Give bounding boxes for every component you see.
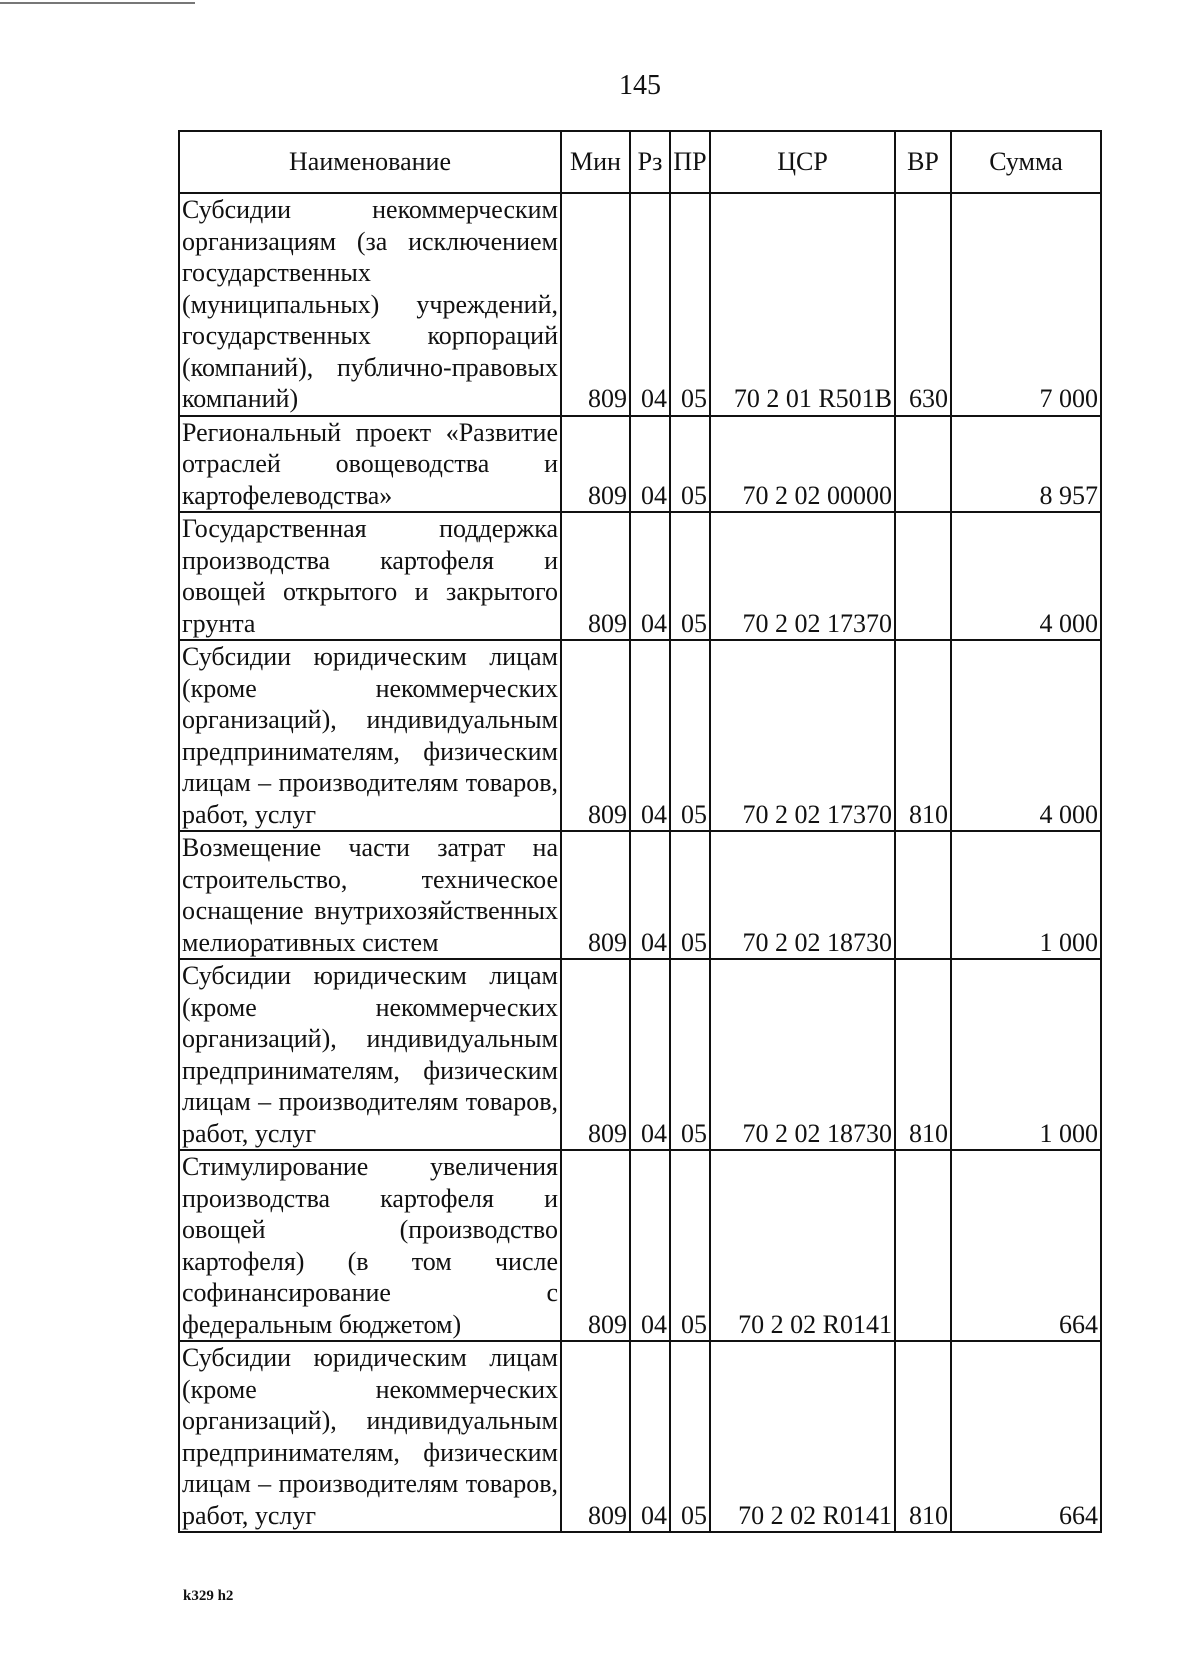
row-csr: 70 2 02 R0141 [710,1341,895,1532]
row-name: Региональный проект «Развитие отраслей овощеводства и картофелеводства» [179,416,561,513]
row-name: Государственная поддержка производства картофеля и овощей открытого и закрытого грунта [179,512,561,640]
row-vr [895,512,951,640]
header-sum: Сумма [951,131,1101,193]
row-min: 809 [561,1150,630,1341]
row-name: Стимулирование увеличения производства картофеля и овощей (производство картофеля) (в том числе софинансирование с федеральным бюджетом) [179,1150,561,1341]
row-vr: 810 [895,1341,951,1532]
header-rz: Рз [630,131,670,193]
row-pr: 05 [670,1341,710,1532]
row-sum: 1 000 [951,959,1101,1150]
row-vr [895,1150,951,1341]
row-csr: 70 2 02 R0141 [710,1150,895,1341]
row-csr: 70 2 01 R501B [710,193,895,416]
row-sum: 4 000 [951,512,1101,640]
page-number: 145 [619,70,661,101]
row-csr: 70 2 02 17370 [710,640,895,831]
row-sum: 8 957 [951,416,1101,513]
row-rz: 04 [630,193,670,416]
row-rz: 04 [630,640,670,831]
scan-edge-line [0,2,195,4]
row-vr: 810 [895,959,951,1150]
row-name: Субсидии юридическим лицам (кроме некоммерческих организаций), индивидуальным предпринимателям, физическим лицам – производителям товаров, работ, услуг [179,640,561,831]
row-vr [895,416,951,513]
row-rz: 04 [630,512,670,640]
table-row [179,1150,1101,1341]
row-rz: 04 [630,831,670,959]
row-pr: 05 [670,193,710,416]
table-row [179,640,1101,831]
table-row [179,831,1101,959]
budget-table [178,130,1102,1533]
row-min: 809 [561,640,630,831]
row-sum: 664 [951,1150,1101,1341]
row-pr: 05 [670,831,710,959]
row-pr: 05 [670,1150,710,1341]
row-name: Субсидии некоммерческим организациям (за исключением государственных (муниципальных) учреждений, государственных корпораций (компаний), публично-правовых компаний) [179,193,561,416]
row-csr: 70 2 02 18730 [710,831,895,959]
row-min: 809 [561,512,630,640]
header-name: Наименование [179,131,561,193]
row-vr: 630 [895,193,951,416]
row-sum: 1 000 [951,831,1101,959]
row-sum: 664 [951,1341,1101,1532]
row-rz: 04 [630,1341,670,1532]
header-csr: ЦСР [710,131,895,193]
row-sum: 7 000 [951,193,1101,416]
row-name: Возмещение части затрат на строительство, техническое оснащение внутрихозяйственных мелиоративных систем [179,831,561,959]
row-vr [895,831,951,959]
table-row [179,512,1101,640]
row-min: 809 [561,193,630,416]
row-name: Субсидии юридическим лицам (кроме некоммерческих организаций), индивидуальным предпринимателям, физическим лицам – производителям товаров, работ, услуг [179,1341,561,1532]
header-pr: ПР [670,131,710,193]
row-name: Субсидии юридическим лицам (кроме некоммерческих организаций), индивидуальным предпринимателям, физическим лицам – производителям товаров, работ, услуг [179,959,561,1150]
row-min: 809 [561,1341,630,1532]
row-csr: 70 2 02 00000 [710,416,895,513]
row-rz: 04 [630,1150,670,1341]
row-pr: 05 [670,640,710,831]
table-row [179,193,1101,416]
table-header-row [179,131,1101,193]
table-row [179,959,1101,1150]
document-footer-code: k329 h2 [183,1588,234,1604]
row-min: 809 [561,831,630,959]
header-vr: ВР [895,131,951,193]
row-min: 809 [561,416,630,513]
row-sum: 4 000 [951,640,1101,831]
row-min: 809 [561,959,630,1150]
row-pr: 05 [670,959,710,1150]
row-csr: 70 2 02 18730 [710,959,895,1150]
table-row [179,1341,1101,1532]
row-rz: 04 [630,416,670,513]
table-row [179,416,1101,513]
row-vr: 810 [895,640,951,831]
header-min: Мин [561,131,630,193]
row-csr: 70 2 02 17370 [710,512,895,640]
row-rz: 04 [630,959,670,1150]
row-pr: 05 [670,416,710,513]
row-pr: 05 [670,512,710,640]
